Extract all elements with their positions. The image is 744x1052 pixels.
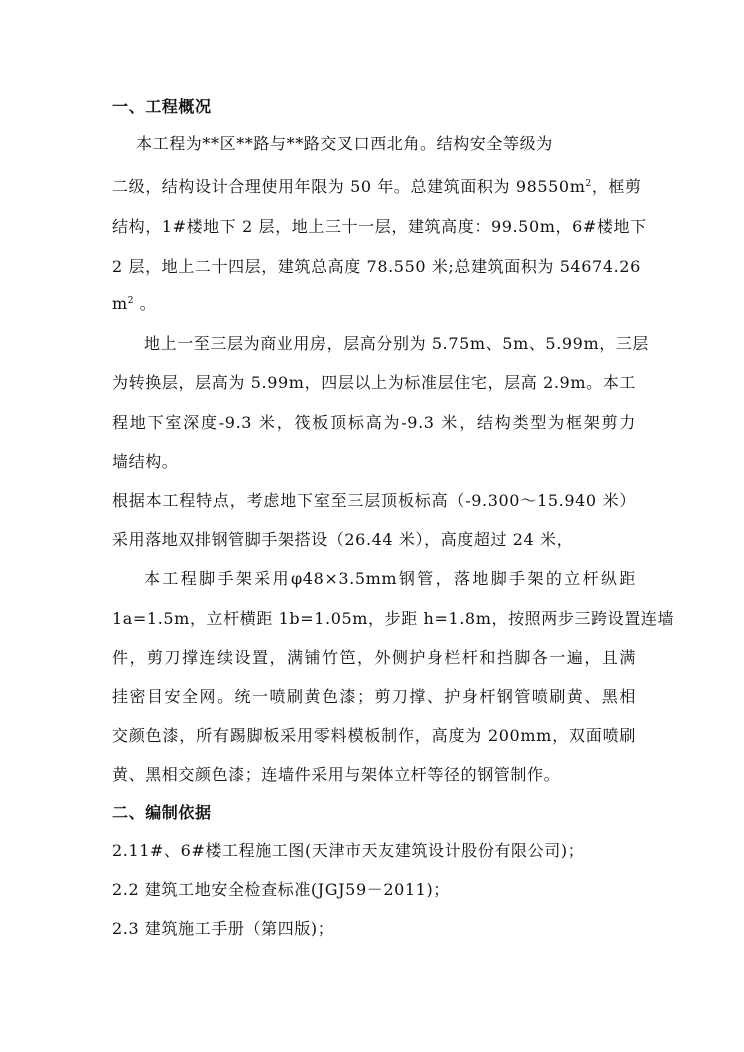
text-span: ，框剪	[591, 177, 642, 196]
paragraph-line: 墙结构。	[112, 452, 179, 471]
paragraph-line: 地上一至三层为商业用房，层高分别为 5.75m、5m、5.99m，三层	[144, 334, 650, 353]
paragraph-line	[112, 177, 642, 197]
paragraph-line	[112, 294, 636, 314]
list-item: 2.2 建筑工地安全检查标准(JGJ59－2011)；	[112, 880, 450, 899]
paragraph-line: 结构，1#楼地下 2 层，地上三十一层，建筑高度：99.50m，6#楼地下	[112, 217, 647, 236]
list-item: 2.3 建筑施工手册（第四版)；	[112, 919, 335, 938]
superscript: 2	[127, 296, 135, 306]
paragraph-line: 根据本工程特点，考虑地下室至三层顶板标高（-9.300～15.940 米）	[112, 491, 636, 510]
paragraph-line: 挂密目安全网。统一喷刷黄色漆；剪刀撑、护身杆钢管喷刷黄、黑相	[112, 687, 636, 706]
text-span: m	[112, 294, 128, 313]
text-span: 二级，结构设计合理使用年限为 50 年。总建筑面积为 98550m	[112, 177, 586, 196]
paragraph-line: 为转换层，层高为 5.99m，四层以上为标准层住宅，层高 2.9m。本工	[112, 373, 636, 392]
paragraph-line: 2 层，地上二十四层，建筑总高度 78.550 米;总建筑面积为 54674.26	[112, 257, 641, 276]
section-heading-basis: 二、编制依据	[112, 803, 212, 822]
paragraph-line: 本工程脚手架采用φ48×3.5mm钢管，落地脚手架的立杆纵距	[144, 569, 636, 588]
section-heading-overview: 一、工程概况	[112, 97, 212, 116]
paragraph-line: 交颜色漆，所有踢脚板采用零料模板制作，高度为 200mm，双面喷刷	[112, 726, 636, 745]
paragraph-line: 程地下室深度-9.3 米，筏板顶标高为-9.3 米，结构类型为框架剪力	[112, 413, 636, 432]
paragraph-line: 件，剪刀撑连续设置，满铺竹笆，外侧护身栏杆和挡脚各一遍，且满	[112, 648, 636, 667]
paragraph-line: 采用落地双排钢管脚手架搭设（26.44 米），高度超过 24 米，	[112, 530, 574, 549]
paragraph-line: 黄、黑相交颜色漆；连墙件采用与架体立杆等径的钢管制作。	[112, 765, 561, 784]
text-span: 。	[134, 294, 157, 313]
superscript: 2	[585, 179, 592, 189]
paragraph-line: 1a=1.5m，立杆横距 1b=1.05m，步距 h=1.8m，按照两步三跨设置连墙	[112, 609, 675, 628]
list-item: 2.11#、6#楼工程施工图(天津市天友建筑设计股份有限公司)；	[112, 841, 585, 860]
paragraph-line: 本工程为**区**路与**路交叉口西北角。结构安全等级为	[136, 134, 553, 153]
